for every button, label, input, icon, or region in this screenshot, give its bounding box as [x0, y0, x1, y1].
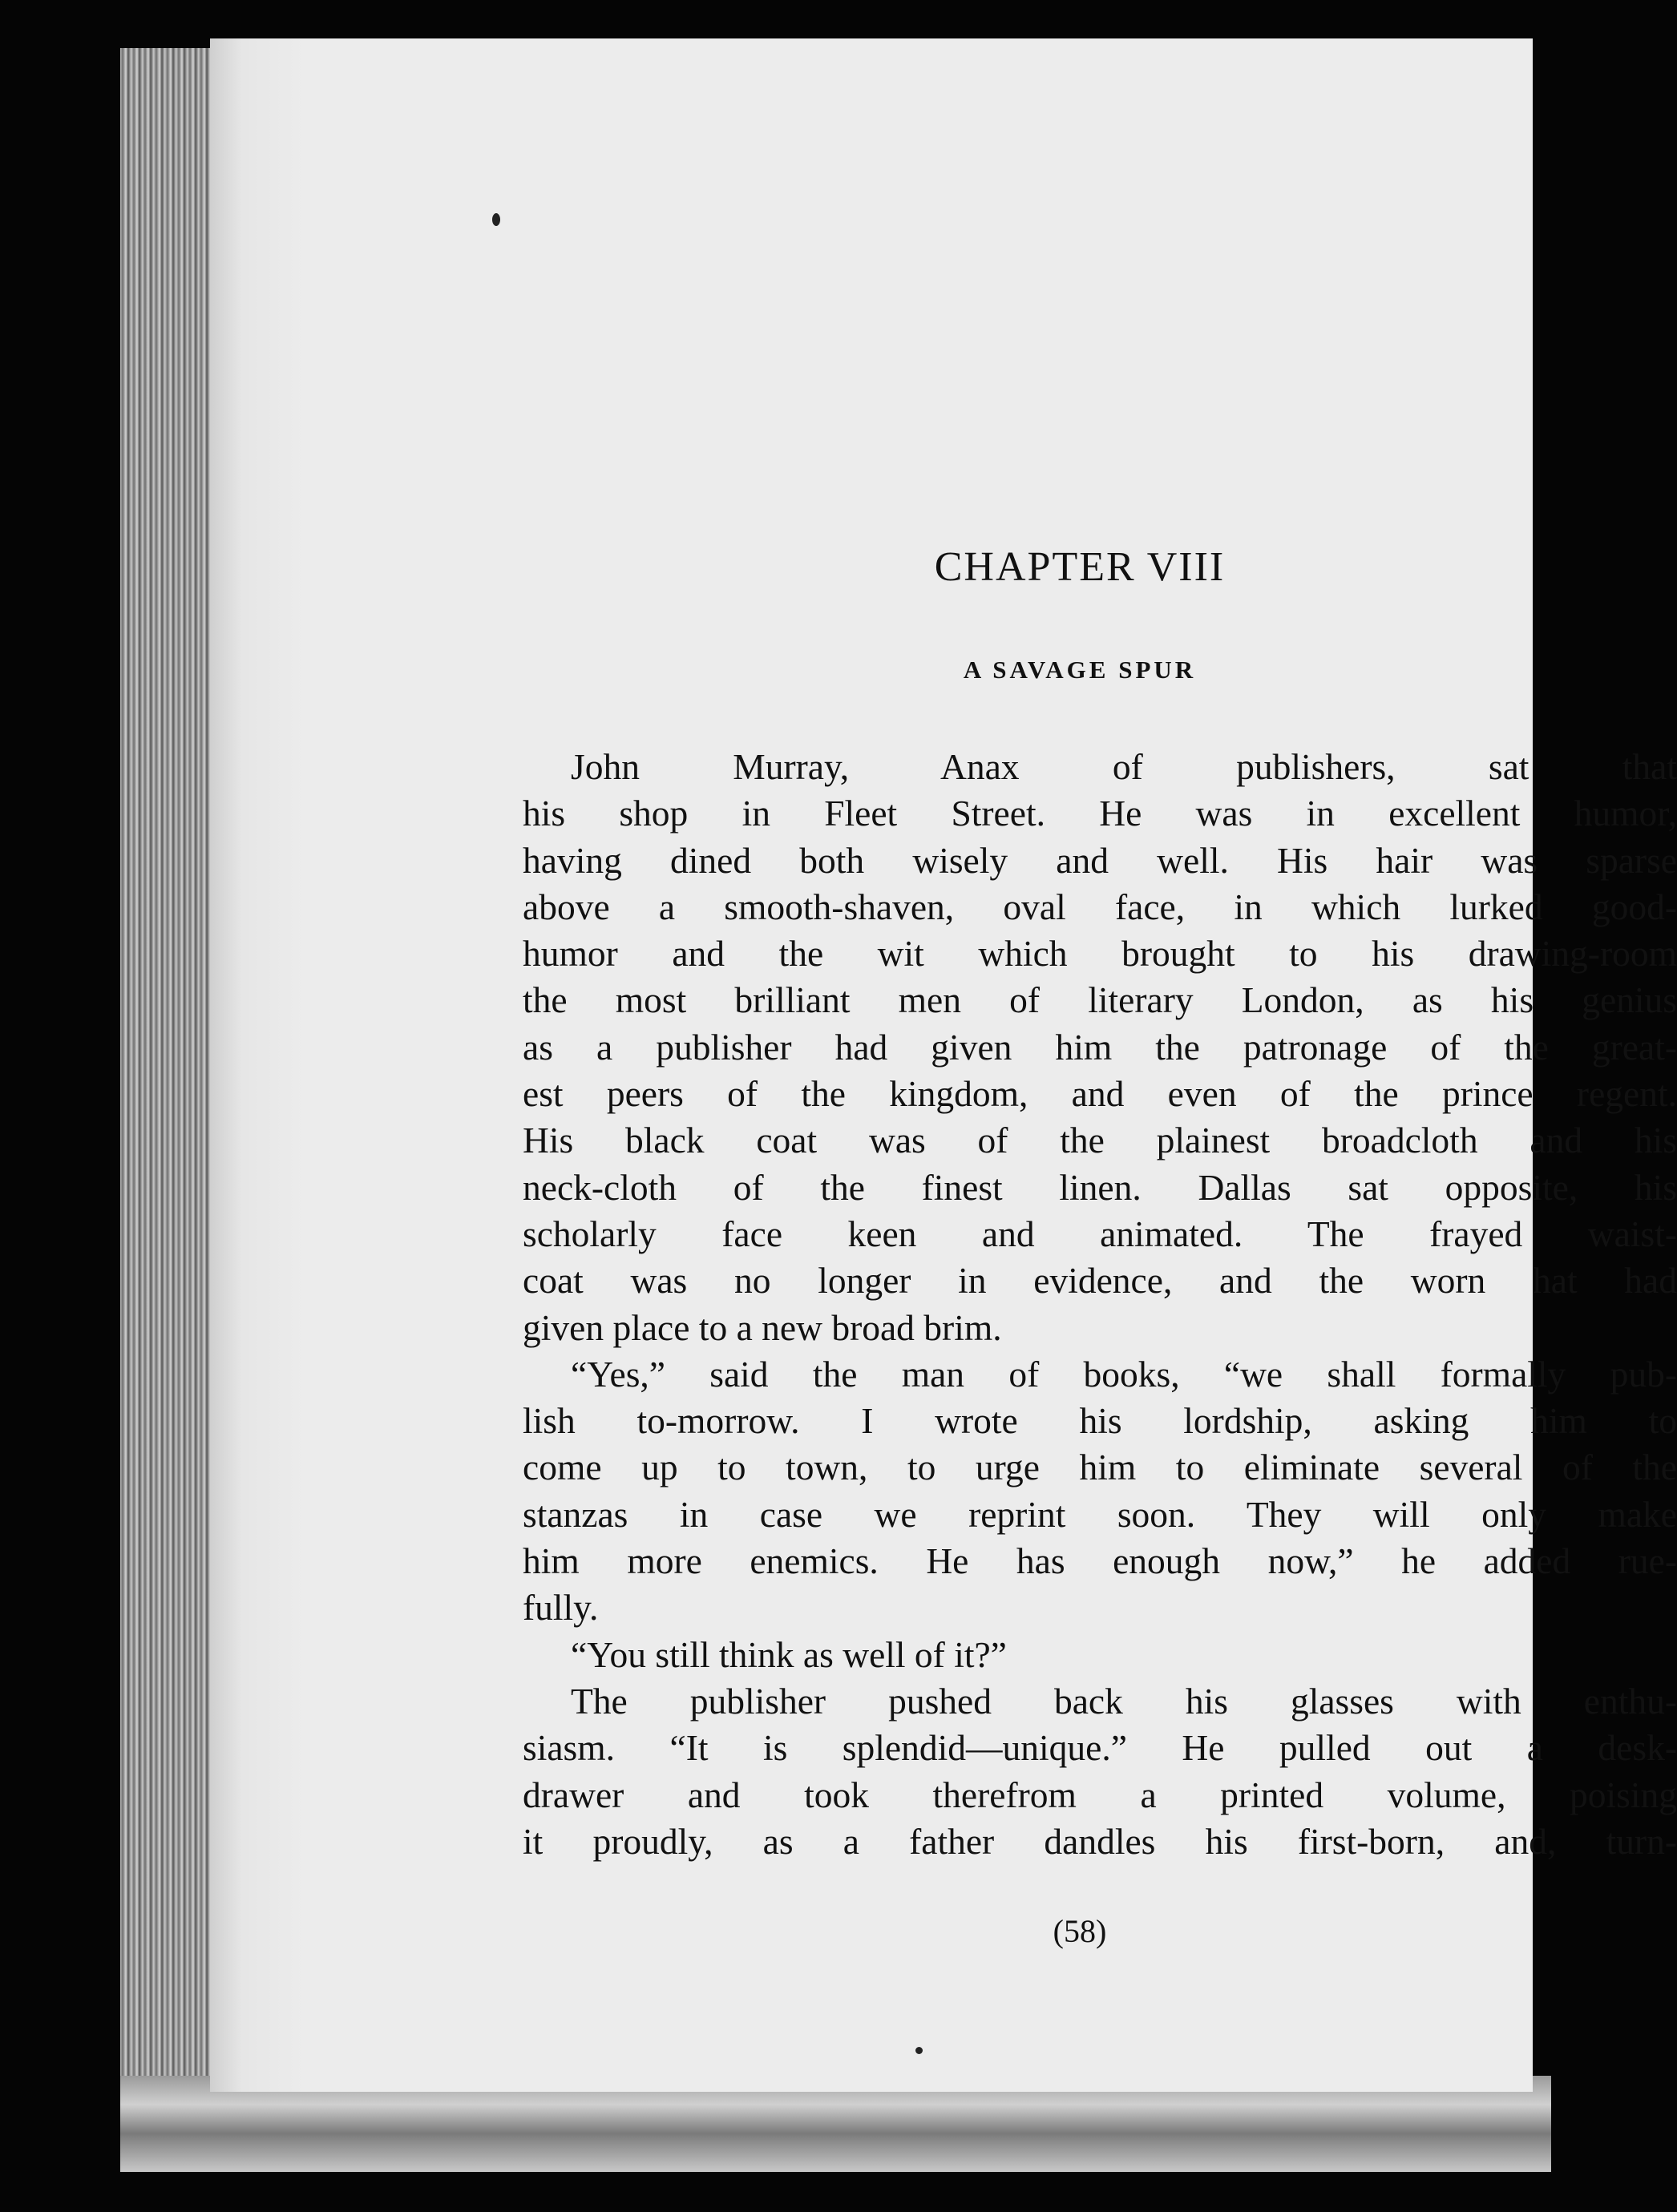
paragraph-line: est peers of the kingdom, and even of the prince regent.	[523, 1073, 1677, 1115]
paragraph-line: his shop in Fleet Street. He was in excellent humor,	[523, 793, 1677, 834]
chapter-heading: CHAPTER VIII	[934, 544, 1226, 590]
paragraph-line: scholarly face keen and animated. The frayed waist-	[523, 1213, 1677, 1254]
paragraph-line: come up to town, to urge him to eliminate several of the	[523, 1447, 1677, 1488]
paragraph-line: John Murray, Anax of publishers, sat that	[571, 746, 1677, 787]
paragraph-line: His black coat was of the plainest broadcloth and his	[523, 1120, 1677, 1161]
paragraph-line: stanzas in case we reprint soon. They will only make	[523, 1493, 1677, 1535]
paragraph-line: coat was no longer in evidence, and the worn hat had	[523, 1260, 1677, 1302]
paragraph-line: The publisher pushed back his glasses with enthu-	[571, 1680, 1677, 1722]
paragraph-line: drawer and took therefrom a printed volume, poising	[523, 1774, 1677, 1815]
paragraph-line: humor and the wit which brought to his drawing-room	[523, 933, 1677, 975]
ink-speck	[915, 2047, 923, 2054]
paragraph-line: given place to a new broad brim.	[523, 1306, 1002, 1348]
page-sheet	[210, 38, 1677, 2092]
chapter-title: A SAVAGE SPUR	[963, 656, 1197, 684]
paragraph-line: him more enemics. He has enough now,” he added rue-	[523, 1540, 1677, 1582]
paragraph-line: fully.	[523, 1587, 599, 1629]
page-number: (58)	[1053, 1913, 1107, 1949]
paragraph-line: siasm. “It is splendid—unique.” He pulled out a desk-	[523, 1727, 1677, 1769]
paragraph-line: having dined both wisely and well. His hair was sparse	[523, 839, 1677, 881]
paragraph-line: the most brilliant men of literary London, as his genius	[523, 979, 1677, 1021]
body-text	[523, 744, 1677, 1865]
paragraph-line: neck-cloth of the finest linen. Dallas sat opposite, his	[523, 1166, 1677, 1208]
ink-speck	[492, 213, 500, 226]
book-binding-edge	[120, 48, 216, 2100]
paragraph-line: above a smooth-shaven, oval face, in which lurked good-	[523, 886, 1677, 927]
paragraph-line: as a publisher had given him the patronage of the great-	[523, 1026, 1677, 1068]
paragraph-line: lish to-morrow. I wrote his lordship, asking him to	[523, 1400, 1677, 1442]
paragraph-line: “Yes,” said the man of books, “we shall formally pub-	[571, 1353, 1677, 1395]
paragraph-line: it proudly, as a father dandles his first-born, and, turn-	[523, 1820, 1677, 1862]
paragraph-line: “You still think as well of it?”	[571, 1633, 1007, 1675]
